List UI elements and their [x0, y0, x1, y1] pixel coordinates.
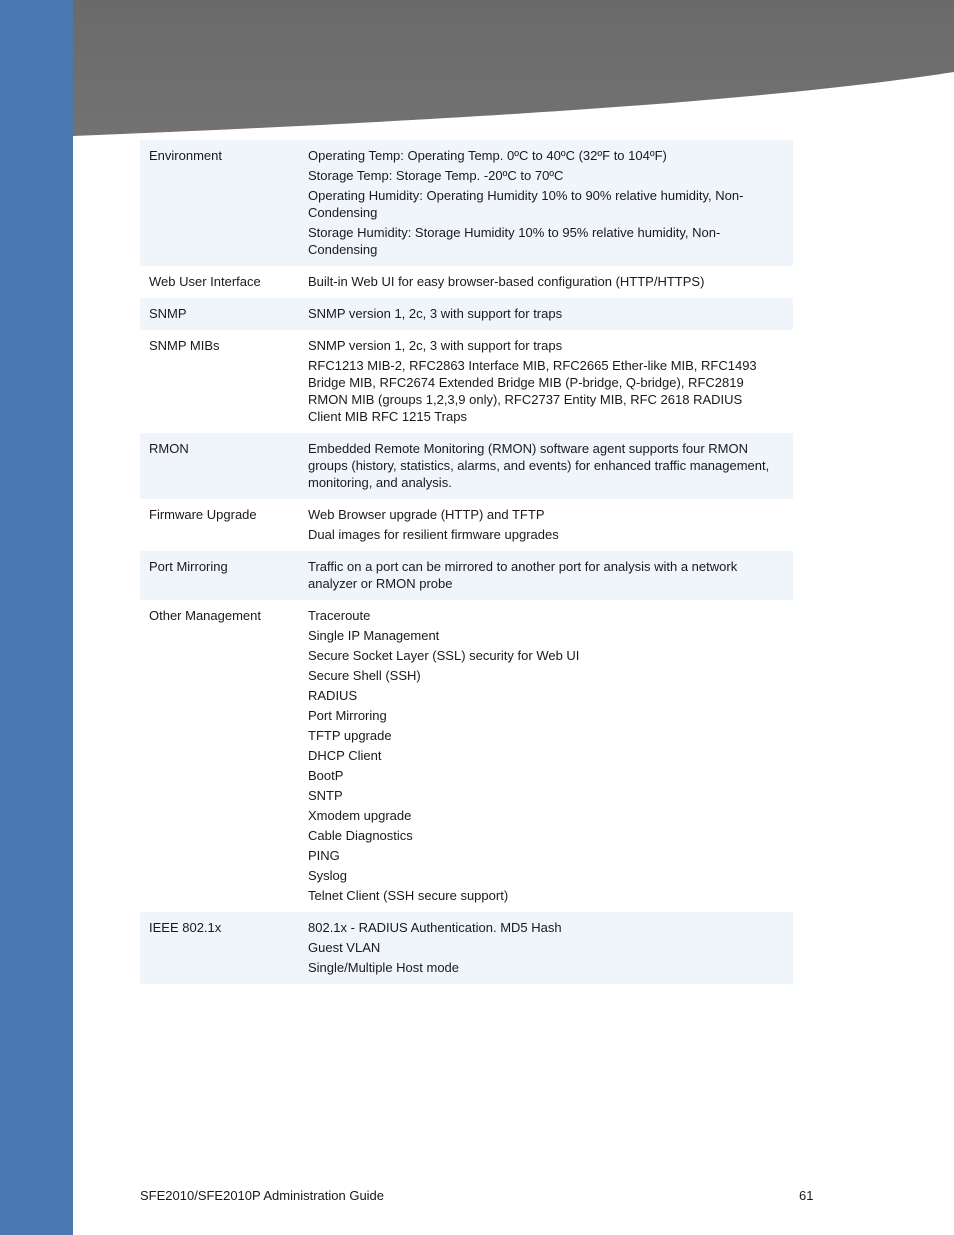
row-label: RMON — [140, 433, 308, 499]
value-line: Xmodem upgrade — [308, 808, 412, 823]
specifications-table — [140, 140, 793, 984]
row-label: Environment — [140, 140, 308, 266]
row-label: Other Management — [149, 608, 262, 623]
value-line: Single/Multiple Host mode — [308, 960, 460, 975]
table-row — [140, 433, 793, 499]
value-line: Port Mirroring — [308, 708, 387, 723]
value-line: Embedded Remote Monitoring (RMON) software agent supports four RMON groups (history, statistics, alarms, and events) for enhanced traffic management, monitoring, and analysis. — [308, 441, 770, 490]
table-row — [140, 266, 793, 298]
row-label: Web User Interface — [149, 274, 261, 289]
footer-title: SFE2010/SFE2010P Administration Guide — [140, 1188, 385, 1203]
value-line: Telnet Client (SSH secure support) — [308, 888, 509, 903]
value-line: SNMP version 1, 2c, 3 with support for traps — [308, 338, 563, 353]
row-values — [308, 912, 793, 984]
table-row — [140, 140, 793, 266]
value-line: TFTP upgrade — [308, 728, 392, 743]
value-line: Traceroute — [308, 608, 371, 623]
row-label: Port Mirroring — [140, 551, 308, 600]
row-label: IEEE 802.1x — [140, 912, 308, 984]
page-number: 61 — [799, 1188, 814, 1203]
value-line: Web Browser upgrade (HTTP) and TFTP — [308, 507, 545, 522]
row-values — [308, 266, 793, 298]
table-row — [140, 298, 793, 330]
row-values — [308, 433, 793, 499]
value-line: DHCP Client — [308, 748, 382, 763]
value-line: 802.1x - RADIUS Authentication. MD5 Hash — [308, 920, 562, 935]
row-values — [308, 600, 793, 912]
value-line: Operating Temp: Operating Temp. 0ºC to 40ºC (32ºF to 104ºF) — [308, 148, 667, 163]
value-line: Secure Shell (SSH) — [308, 668, 421, 683]
value-line: BootP — [308, 768, 344, 783]
table-row — [140, 912, 793, 984]
value-line: Syslog — [308, 868, 348, 883]
value-line: Dual images for resilient firmware upgrades — [308, 527, 559, 542]
header-band — [73, 0, 954, 140]
row-values — [308, 551, 793, 600]
row-label: Firmware Upgrade — [149, 507, 257, 522]
value-line: SNMP version 1, 2c, 3 with support for traps — [308, 306, 563, 321]
row-label: SNMP — [140, 298, 308, 330]
value-line: RADIUS — [308, 688, 358, 703]
value-line: Cable Diagnostics — [308, 828, 413, 843]
row-label: SNMP MIBs — [149, 338, 220, 353]
value-line: Guest VLAN — [308, 940, 381, 955]
table-row — [140, 499, 793, 551]
row-values — [308, 298, 793, 330]
left-sidebar-band — [0, 0, 73, 1235]
value-line: Built-in Web UI for easy browser-based configuration (HTTP/HTTPS) — [308, 274, 705, 289]
value-line: SNTP — [308, 788, 343, 803]
value-line: PING — [308, 848, 340, 863]
row-values — [308, 499, 793, 551]
value-line: Secure Socket Layer (SSL) security for Web UI — [308, 648, 580, 663]
table-row — [140, 330, 793, 433]
table-row — [140, 551, 793, 600]
value-line: Operating Humidity: Operating Humidity 10% to 90% relative humidity, Non-Condensing — [308, 188, 744, 220]
value-line: Storage Humidity: Storage Humidity 10% to 95% relative humidity, Non-Condensing — [308, 225, 721, 257]
value-line: Single IP Management — [308, 628, 440, 643]
table-row — [140, 600, 793, 912]
row-values — [308, 330, 793, 433]
value-line: Traffic on a port can be mirrored to another port for analysis with a network analyzer or RMON probe — [308, 559, 738, 591]
value-line: Storage Temp: Storage Temp. -20ºC to 70ºC — [308, 168, 564, 183]
row-values — [308, 140, 793, 266]
value-line: RFC1213 MIB-2, RFC2863 Interface MIB, RFC2665 Ether-like MIB, RFC1493 Bridge MIB, RFC2674 Extended Bridge MIB (P-bridge, Q-bridge), RFC2819 RMON MIB (groups 1,2,3,9 only), RFC2737 Entity MIB, RFC 2618 RADIUS Client MIB RFC 1215 Traps — [308, 358, 757, 424]
